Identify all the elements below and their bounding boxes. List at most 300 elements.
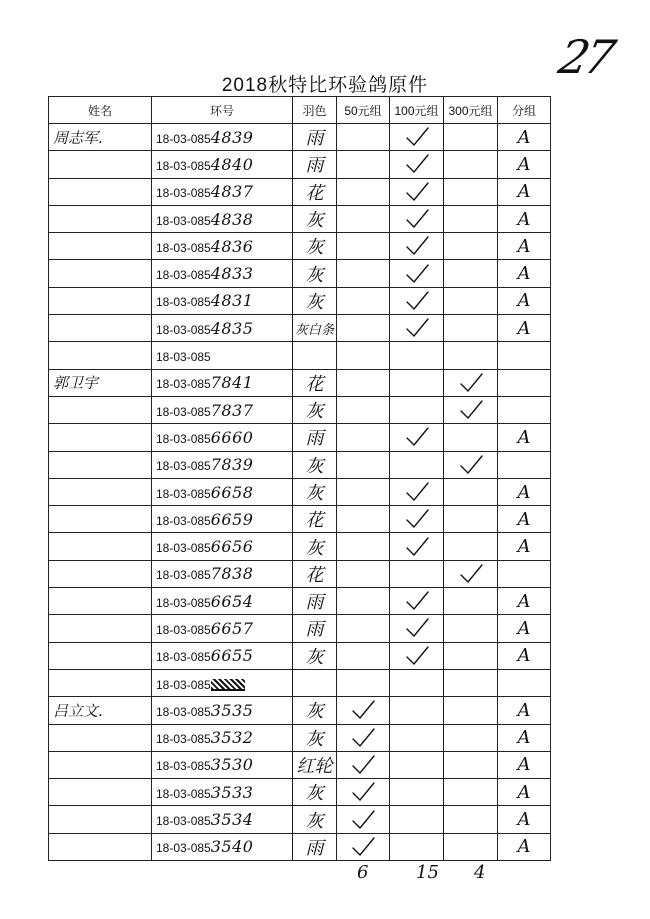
group-100-cell (390, 560, 444, 587)
group-cell: A (498, 724, 551, 751)
ring-number-cell (152, 506, 293, 533)
header-group: 分组 (498, 97, 551, 124)
ring-prefix: 18-03-085 (156, 486, 211, 501)
ring-suffix-handwritten: 4833 (210, 264, 254, 284)
group-100-cell (390, 233, 444, 260)
group-cell (498, 396, 551, 423)
table-row (49, 533, 551, 560)
ring-number-cell (152, 233, 293, 260)
ring-prefix: 18-03-085 (156, 268, 211, 283)
ring-suffix-handwritten: 3534 (210, 810, 254, 830)
ring-suffix-handwritten: 6660 (210, 427, 254, 447)
group-cell (498, 669, 551, 696)
group-300-cell (444, 506, 498, 533)
ring-number-cell (152, 669, 293, 696)
group-100-cell (390, 342, 444, 369)
ring-suffix-handwritten: 4840 (210, 154, 254, 174)
total-group-50: 6 (357, 862, 369, 883)
feather-color-cell: 灰 (293, 806, 337, 833)
group-50-cell (337, 124, 390, 151)
owner-name-cell (49, 833, 152, 860)
table-row (49, 833, 551, 860)
ring-prefix: 18-03-085 (156, 704, 211, 719)
group-50-cell (337, 642, 390, 669)
ring-number-cell (152, 588, 293, 615)
feather-color-cell: 雨 (293, 424, 337, 451)
group-300-cell (444, 315, 498, 342)
header-row (49, 97, 551, 124)
group-100-cell (390, 642, 444, 669)
feather-color-cell: 灰 (293, 451, 337, 478)
group-50-cell (337, 833, 390, 860)
group-cell: A (498, 533, 551, 560)
group-50-cell (337, 424, 390, 451)
owner-name-cell (49, 806, 152, 833)
feather-color-cell: 花 (293, 560, 337, 587)
pigeon-registration-table (48, 96, 551, 861)
ring-prefix: 18-03-085 (156, 350, 211, 365)
ring-number-cell (152, 396, 293, 423)
ring-number-cell (152, 697, 293, 724)
group-300-cell (444, 751, 498, 778)
ring-suffix-handwritten: 6656 (210, 537, 254, 557)
checkmark-icon (404, 181, 430, 203)
group-100-cell (390, 533, 444, 560)
table-row (49, 779, 551, 806)
group-50-cell (337, 287, 390, 314)
group-cell (498, 451, 551, 478)
table-row (49, 451, 551, 478)
owner-name-cell (49, 779, 152, 806)
group-50-cell (337, 615, 390, 642)
group-300-cell (444, 205, 498, 232)
group-50-cell (337, 178, 390, 205)
ring-number-cell (152, 751, 293, 778)
group-100-cell (390, 833, 444, 860)
crossed-out-mark (211, 679, 245, 691)
checkmark-icon (404, 590, 430, 612)
ring-suffix-handwritten: 6659 (210, 509, 254, 529)
ring-suffix-handwritten: 3532 (210, 728, 254, 748)
owner-name-cell (49, 642, 152, 669)
table-row (49, 315, 551, 342)
owner-name-cell (49, 205, 152, 232)
group-cell: A (498, 751, 551, 778)
ring-number-cell (152, 260, 293, 287)
group-100-cell (390, 506, 444, 533)
group-100-cell (390, 287, 444, 314)
table-row (49, 506, 551, 533)
group-50-cell (337, 560, 390, 587)
owner-name-cell (49, 560, 152, 587)
group-50-cell (337, 697, 390, 724)
owner-name-cell (49, 233, 152, 260)
ring-prefix: 18-03-085 (156, 732, 211, 747)
ring-suffix-handwritten: 6654 (210, 591, 254, 611)
ring-prefix: 18-03-085 (156, 431, 211, 446)
checkmark-icon (404, 508, 430, 530)
checkmark-icon (404, 235, 430, 257)
group-50-cell (337, 205, 390, 232)
ring-suffix-handwritten: 4838 (210, 209, 254, 229)
group-300-cell (444, 669, 498, 696)
table-row (49, 260, 551, 287)
checkmark-icon (404, 317, 430, 339)
group-300-cell (444, 697, 498, 724)
group-300-cell (444, 588, 498, 615)
owner-name-cell: 吕立文. (49, 697, 152, 724)
header-ring: 环号 (152, 97, 293, 124)
ring-suffix-handwritten: 4831 (210, 291, 254, 311)
ring-prefix: 18-03-085 (156, 568, 211, 583)
group-100-cell (390, 260, 444, 287)
ring-suffix-handwritten: 6655 (210, 646, 254, 666)
checkmark-icon (350, 836, 376, 858)
checkmark-icon (350, 809, 376, 831)
feather-color-cell: 灰 (293, 205, 337, 232)
checkmark-icon (404, 290, 430, 312)
ring-number-cell (152, 342, 293, 369)
ring-suffix-handwritten: 4839 (210, 127, 254, 147)
checkmark-icon (350, 699, 376, 721)
checkmark-icon (458, 563, 484, 585)
ring-number-cell (152, 724, 293, 751)
ring-number-cell (152, 287, 293, 314)
ring-number-cell (152, 315, 293, 342)
checkmark-icon (404, 536, 430, 558)
ring-prefix: 18-03-085 (156, 541, 211, 556)
feather-color-cell: 灰 (293, 287, 337, 314)
table-row (49, 642, 551, 669)
feather-color-cell: 灰白条 (293, 315, 337, 342)
ring-number-cell (152, 833, 293, 860)
feather-color-cell: 花 (293, 369, 337, 396)
owner-name-cell (49, 506, 152, 533)
table-row (49, 287, 551, 314)
owner-name-cell (49, 342, 152, 369)
group-cell: A (498, 260, 551, 287)
page-title: 2018秋特比环验鸽原件 (221, 75, 429, 96)
group-50-cell (337, 724, 390, 751)
owner-name-cell (49, 669, 152, 696)
header-color: 羽色 (293, 97, 337, 124)
feather-color-cell (293, 669, 337, 696)
feather-color-cell: 灰 (293, 697, 337, 724)
checkmark-icon (458, 399, 484, 421)
group-300-cell (444, 342, 498, 369)
group-100-cell (390, 478, 444, 505)
ring-prefix: 18-03-085 (156, 404, 211, 419)
group-300-cell (444, 560, 498, 587)
ring-prefix: 18-03-085 (156, 377, 211, 392)
ring-suffix-handwritten: 3540 (210, 837, 254, 857)
table-row (49, 233, 551, 260)
group-cell: A (498, 642, 551, 669)
group-50-cell (337, 369, 390, 396)
group-100-cell (390, 697, 444, 724)
ring-number-cell (152, 369, 293, 396)
group-50-cell (337, 751, 390, 778)
group-cell: A (498, 697, 551, 724)
group-300-cell (444, 779, 498, 806)
table-row (49, 724, 551, 751)
group-cell: A (498, 315, 551, 342)
group-300-cell (444, 151, 498, 178)
group-50-cell (337, 342, 390, 369)
ring-suffix-handwritten: 3535 (210, 700, 254, 720)
group-100-cell (390, 424, 444, 451)
checkmark-icon (404, 263, 430, 285)
group-100-cell (390, 779, 444, 806)
total-group-300: 4 (474, 862, 486, 883)
ring-prefix: 18-03-085 (156, 595, 211, 610)
feather-color-cell: 灰 (293, 396, 337, 423)
ring-prefix: 18-03-085 (156, 131, 211, 146)
table-row (49, 396, 551, 423)
feather-color-cell: 花 (293, 178, 337, 205)
feather-color-cell: 灰 (293, 233, 337, 260)
owner-name-cell (49, 178, 152, 205)
table-row (49, 697, 551, 724)
ring-prefix: 18-03-085 (156, 240, 211, 255)
group-cell: A (498, 779, 551, 806)
group-cell: A (498, 124, 551, 151)
table-row (49, 424, 551, 451)
feather-color-cell: 灰 (293, 779, 337, 806)
checkmark-icon (350, 727, 376, 749)
ring-suffix-handwritten: 4835 (210, 318, 254, 338)
group-cell (498, 342, 551, 369)
table-row (49, 806, 551, 833)
ring-number-cell (152, 779, 293, 806)
group-50-cell (337, 669, 390, 696)
group-100-cell (390, 615, 444, 642)
group-300-cell (444, 396, 498, 423)
ring-prefix: 18-03-085 (156, 158, 211, 173)
ring-prefix: 18-03-085 (156, 213, 211, 228)
ring-suffix-handwritten: 7839 (210, 455, 254, 475)
group-cell: A (498, 424, 551, 451)
table-body (49, 124, 551, 861)
feather-color-cell: 雨 (293, 833, 337, 860)
ring-prefix: 18-03-085 (156, 622, 211, 637)
owner-name-cell (49, 260, 152, 287)
table-row (49, 178, 551, 205)
ring-number-cell (152, 178, 293, 205)
feather-color-cell: 红轮 (293, 751, 337, 778)
group-100-cell (390, 451, 444, 478)
ring-suffix-handwritten: 6657 (210, 618, 254, 638)
ring-prefix: 18-03-085 (156, 650, 211, 665)
group-100-cell (390, 178, 444, 205)
ring-number-cell (152, 451, 293, 478)
table-row (49, 478, 551, 505)
checkmark-icon (350, 781, 376, 803)
owner-name-cell (49, 478, 152, 505)
ring-suffix-handwritten: 7841 (210, 373, 254, 393)
table-row (49, 151, 551, 178)
ring-number-cell (152, 124, 293, 151)
ring-number-cell (152, 560, 293, 587)
checkmark-icon (404, 617, 430, 639)
header-group-300: 300元组 (444, 97, 498, 124)
ring-suffix-handwritten: 4836 (210, 236, 254, 256)
feather-color-cell: 灰 (293, 260, 337, 287)
owner-name-cell (49, 451, 152, 478)
header-name: 姓名 (49, 97, 152, 124)
group-cell: A (498, 615, 551, 642)
feather-color-cell: 雨 (293, 588, 337, 615)
checkmark-icon (404, 426, 430, 448)
owner-name-cell: 周志军. (49, 124, 152, 151)
table-row (49, 669, 551, 696)
table-row (49, 615, 551, 642)
group-50-cell (337, 315, 390, 342)
group-300-cell (444, 369, 498, 396)
checkmark-icon (404, 645, 430, 667)
group-50-cell (337, 260, 390, 287)
ring-prefix: 18-03-085 (156, 759, 211, 774)
table-row (49, 124, 551, 151)
table-row (49, 342, 551, 369)
ring-number-cell (152, 478, 293, 505)
ring-prefix: 18-03-085 (156, 786, 211, 801)
feather-color-cell: 雨 (293, 615, 337, 642)
group-100-cell (390, 724, 444, 751)
owner-name-cell (49, 287, 152, 314)
feather-color-cell: 雨 (293, 151, 337, 178)
group-50-cell (337, 533, 390, 560)
page-number: 27 (554, 30, 617, 84)
group-300-cell (444, 287, 498, 314)
group-cell: A (498, 506, 551, 533)
group-100-cell (390, 396, 444, 423)
owner-name-cell (49, 533, 152, 560)
group-50-cell (337, 151, 390, 178)
ring-suffix-handwritten: 7838 (210, 564, 254, 584)
ring-number-cell (152, 533, 293, 560)
ring-prefix: 18-03-085 (156, 814, 211, 829)
group-cell: A (498, 833, 551, 860)
ring-prefix: 18-03-085 (156, 322, 211, 337)
table-row (49, 369, 551, 396)
group-100-cell (390, 669, 444, 696)
ring-prefix: 18-03-085 (156, 459, 211, 474)
group-300-cell (444, 533, 498, 560)
group-cell: A (498, 205, 551, 232)
group-100-cell (390, 124, 444, 151)
group-cell: A (498, 151, 551, 178)
group-300-cell (444, 451, 498, 478)
total-group-100: 15 (416, 862, 439, 883)
checkmark-icon (458, 372, 484, 394)
group-cell (498, 369, 551, 396)
group-50-cell (337, 806, 390, 833)
group-50-cell (337, 588, 390, 615)
ring-number-cell (152, 205, 293, 232)
ring-number-cell (152, 615, 293, 642)
group-300-cell (444, 833, 498, 860)
table-row (49, 588, 551, 615)
group-50-cell (337, 779, 390, 806)
ring-suffix-handwritten: 7837 (210, 400, 254, 420)
checkmark-icon (404, 153, 430, 175)
group-300-cell (444, 178, 498, 205)
group-50-cell (337, 506, 390, 533)
ring-suffix-handwritten: 4837 (210, 182, 254, 202)
feather-color-cell: 灰 (293, 642, 337, 669)
ring-number-cell (152, 424, 293, 451)
group-100-cell (390, 205, 444, 232)
owner-name-cell (49, 615, 152, 642)
group-100-cell (390, 315, 444, 342)
group-300-cell (444, 478, 498, 505)
group-cell: A (498, 478, 551, 505)
group-300-cell (444, 424, 498, 451)
owner-name-cell (49, 588, 152, 615)
owner-name-cell (49, 424, 152, 451)
group-50-cell (337, 451, 390, 478)
group-100-cell (390, 751, 444, 778)
table-row (49, 751, 551, 778)
owner-name-cell (49, 724, 152, 751)
group-cell: A (498, 178, 551, 205)
group-cell: A (498, 588, 551, 615)
group-300-cell (444, 724, 498, 751)
header-group-50: 50元组 (337, 97, 390, 124)
header-group-100: 100元组 (390, 97, 444, 124)
group-cell (498, 560, 551, 587)
group-300-cell (444, 615, 498, 642)
group-300-cell (444, 806, 498, 833)
owner-name-cell: 郭卫宇 (49, 369, 152, 396)
table-row (49, 205, 551, 232)
ring-suffix-handwritten: 3530 (210, 755, 254, 775)
feather-color-cell: 花 (293, 506, 337, 533)
group-100-cell (390, 369, 444, 396)
checkmark-icon (350, 754, 376, 776)
ring-prefix: 18-03-085 (156, 295, 211, 310)
checkmark-icon (404, 208, 430, 230)
group-100-cell (390, 806, 444, 833)
group-cell: A (498, 287, 551, 314)
group-50-cell (337, 233, 390, 260)
feather-color-cell: 雨 (293, 124, 337, 151)
group-300-cell (444, 260, 498, 287)
ring-prefix: 18-03-085 (156, 513, 211, 528)
group-300-cell (444, 642, 498, 669)
owner-name-cell (49, 396, 152, 423)
ring-prefix: 18-03-085 (156, 677, 211, 692)
ring-suffix-handwritten: 3533 (210, 782, 254, 802)
group-300-cell (444, 233, 498, 260)
ring-number-cell (152, 806, 293, 833)
feather-color-cell: 灰 (293, 478, 337, 505)
checkmark-icon (404, 126, 430, 148)
checkmark-icon (458, 454, 484, 476)
ring-number-cell (152, 151, 293, 178)
feather-color-cell: 灰 (293, 724, 337, 751)
owner-name-cell (49, 151, 152, 178)
owner-name-cell (49, 315, 152, 342)
group-100-cell (390, 151, 444, 178)
group-cell: A (498, 806, 551, 833)
group-50-cell (337, 396, 390, 423)
group-100-cell (390, 588, 444, 615)
ring-number-cell (152, 642, 293, 669)
checkmark-icon (404, 481, 430, 503)
group-300-cell (444, 124, 498, 151)
